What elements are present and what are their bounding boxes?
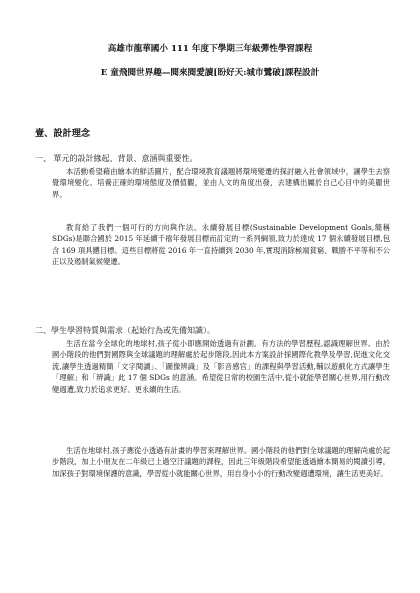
paragraph-learner-traits: 生活在當今全球化的地球村,孩子從小即應開始透過有計劃、有方法的學習歷程,認識理解世界。由於國小階段的他們對國際與全球議題的理解處於起步階段,因此本方案設計採國際化教學及學習,促進文化交流,讓學生透過精簡「文字閱讀」、「圖像辨識」及「影音感官」的課程與學習活動,輔以遊戲化方式讓學生「理解」和「辨識」此 17 個 SDGs 的意涵。希望從日常的校園生活中,從小就能學習關心世界,用行動改變週遭,致力於追求更好、更永續的生活。 [52, 339, 390, 394]
document-subtitle: E 童飛閱世界趣—閱來閱愛讀[盼好天:城市鷺破]課程設計 [100, 68, 320, 78]
subsection-heading-origin: 一、 單元的設計緣起、背景、意涵與重要性。 [35, 154, 198, 163]
document-title: 高雄市龍華國小 111 年度下學期三年級彈性學習課程 [107, 44, 313, 54]
paragraph-motivation: 本活動希望藉由繪本的鮮活圖片，配合環境教育議題將環境變遷的探討融入社會領域中，讓學生去察覺環境變化、培養正確的環境態度及價值觀，並由人文的角度出發，去建構出屬於自己心目中的美麗世界。 [52, 167, 390, 199]
subsection-heading-learners: 二、學生學習特質與需求（起始行為或先備知識）。 [35, 326, 215, 335]
paragraph-sdgs: 教育給了我們一個可行的方向與作法。永續發展目標(Sustainable Development Goals,簡稱 SDGs)是聯合國於 2015 年延續千禧年發展目標而訂定的一系列綱領,致力於達成 17 個永續發展目標,包含 169 項具體目標。這些目標將從 2016 年一直持續到 2030 年,實現消除極端貧窮、戰勝不平等和不公正以及遏制氣候變遷。 [52, 223, 390, 267]
section-heading: 壹、設計理念 [35, 128, 91, 139]
paragraph-learner-needs: 生活在地球村,孩子應從小透過有計畫的學習來理解世界。國小階段的他們對全球議題的理解尚處於起步階段，加上小朋友在二年級已上過空汙議題的課程，因此三年級階段希望能透過繪本簡易的閱讀引導，加深孩子對環境保護的意識，學習從小就能關心世界，用自身小小的行動改變週遭環境，讓生活更美好。 [52, 446, 390, 478]
